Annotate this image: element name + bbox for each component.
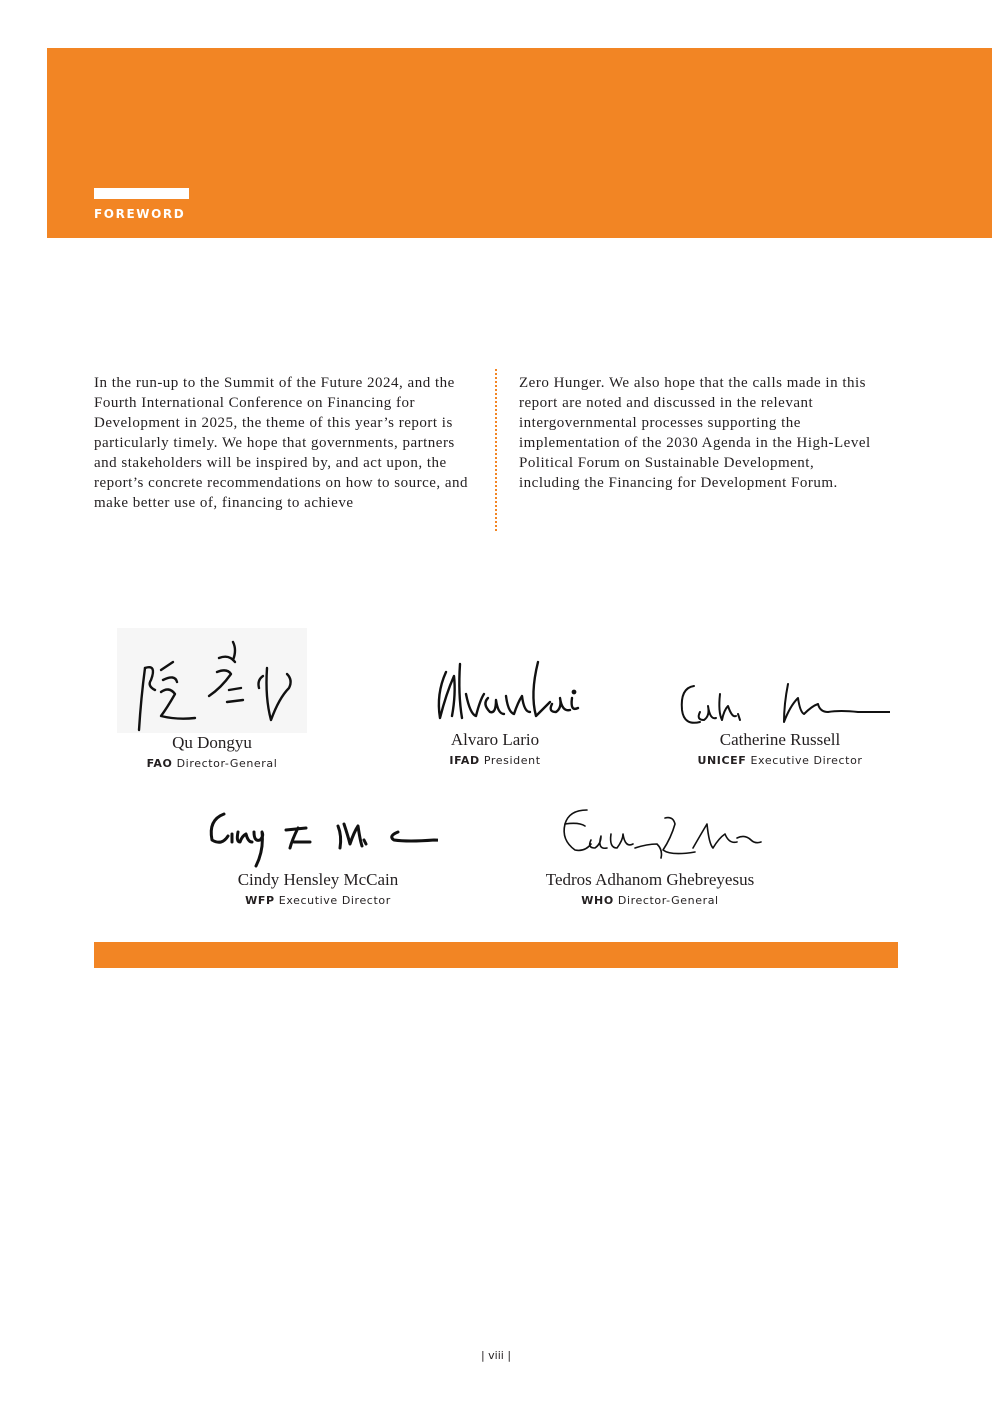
signature-alvaro-lario <box>410 654 580 730</box>
signatory-title: Director-General <box>617 894 719 907</box>
page-number: | viii | <box>480 1349 512 1362</box>
signature-qu-dongyu <box>117 628 307 733</box>
signatory-org: WHO <box>581 894 614 907</box>
foreword-right-column <box>519 373 879 493</box>
signatory-name: Cindy Hensley McCain <box>237 870 399 889</box>
signatory-org: FAO <box>146 757 173 770</box>
signature-catherine-russell <box>670 676 890 730</box>
section-label: FOREWORD <box>94 207 186 221</box>
signature-tedros-ghebreyesus <box>525 804 775 870</box>
signature-cindy-mccain <box>198 806 438 870</box>
signatory-name: Tedros Adhanom Ghebreyesus <box>545 870 755 889</box>
column-divider <box>495 369 497 531</box>
signatory-org: UNICEF <box>697 754 747 767</box>
foreword-left-column <box>94 373 469 513</box>
bottom-accent-bar <box>94 942 898 968</box>
foreword-paragraph-left: In the run-up to the Summit of the Future 2024, and the Fourth International Conference on Financing for Development in 2025, the theme of this year’s report is particularly timely. We hope that governments, partners and stakeholders will be inspired by, and act upon, the report’s concrete recommendations on how to source, and make better use of, financing to achieve <box>94 375 469 511</box>
signatory-title: President <box>483 754 541 767</box>
signatory-org: IFAD <box>449 754 480 767</box>
signatory-block <box>112 628 312 771</box>
signatory-role <box>112 757 312 771</box>
signatory-name: Alvaro Lario <box>450 730 540 749</box>
signatory-block <box>198 806 438 908</box>
signatory-title: Director-General <box>176 757 278 770</box>
header-banner <box>47 48 992 238</box>
signatory-block <box>670 676 890 768</box>
signatory-role <box>198 894 438 908</box>
signatory-role <box>395 754 595 768</box>
foreword-paragraph-right: Zero Hunger. We also hope that the calls made in this report are noted and discussed in the relevant intergovernmental processes supporting the implementation of the 2030 Agenda in the High-Level Political Forum on Sustainable Development, including the Financing for Development Forum. <box>519 375 871 491</box>
signatory-title: Executive Director <box>750 754 863 767</box>
signatory-title: Executive Director <box>278 894 391 907</box>
signatory-name: Catherine Russell <box>719 730 841 749</box>
signatory-block <box>525 804 775 908</box>
signatory-block <box>395 654 595 768</box>
signatory-org: WFP <box>245 894 275 907</box>
section-label-underline <box>94 188 189 199</box>
signatory-role <box>525 894 775 908</box>
signatory-name: Qu Dongyu <box>172 733 252 752</box>
signatory-role <box>670 754 890 768</box>
